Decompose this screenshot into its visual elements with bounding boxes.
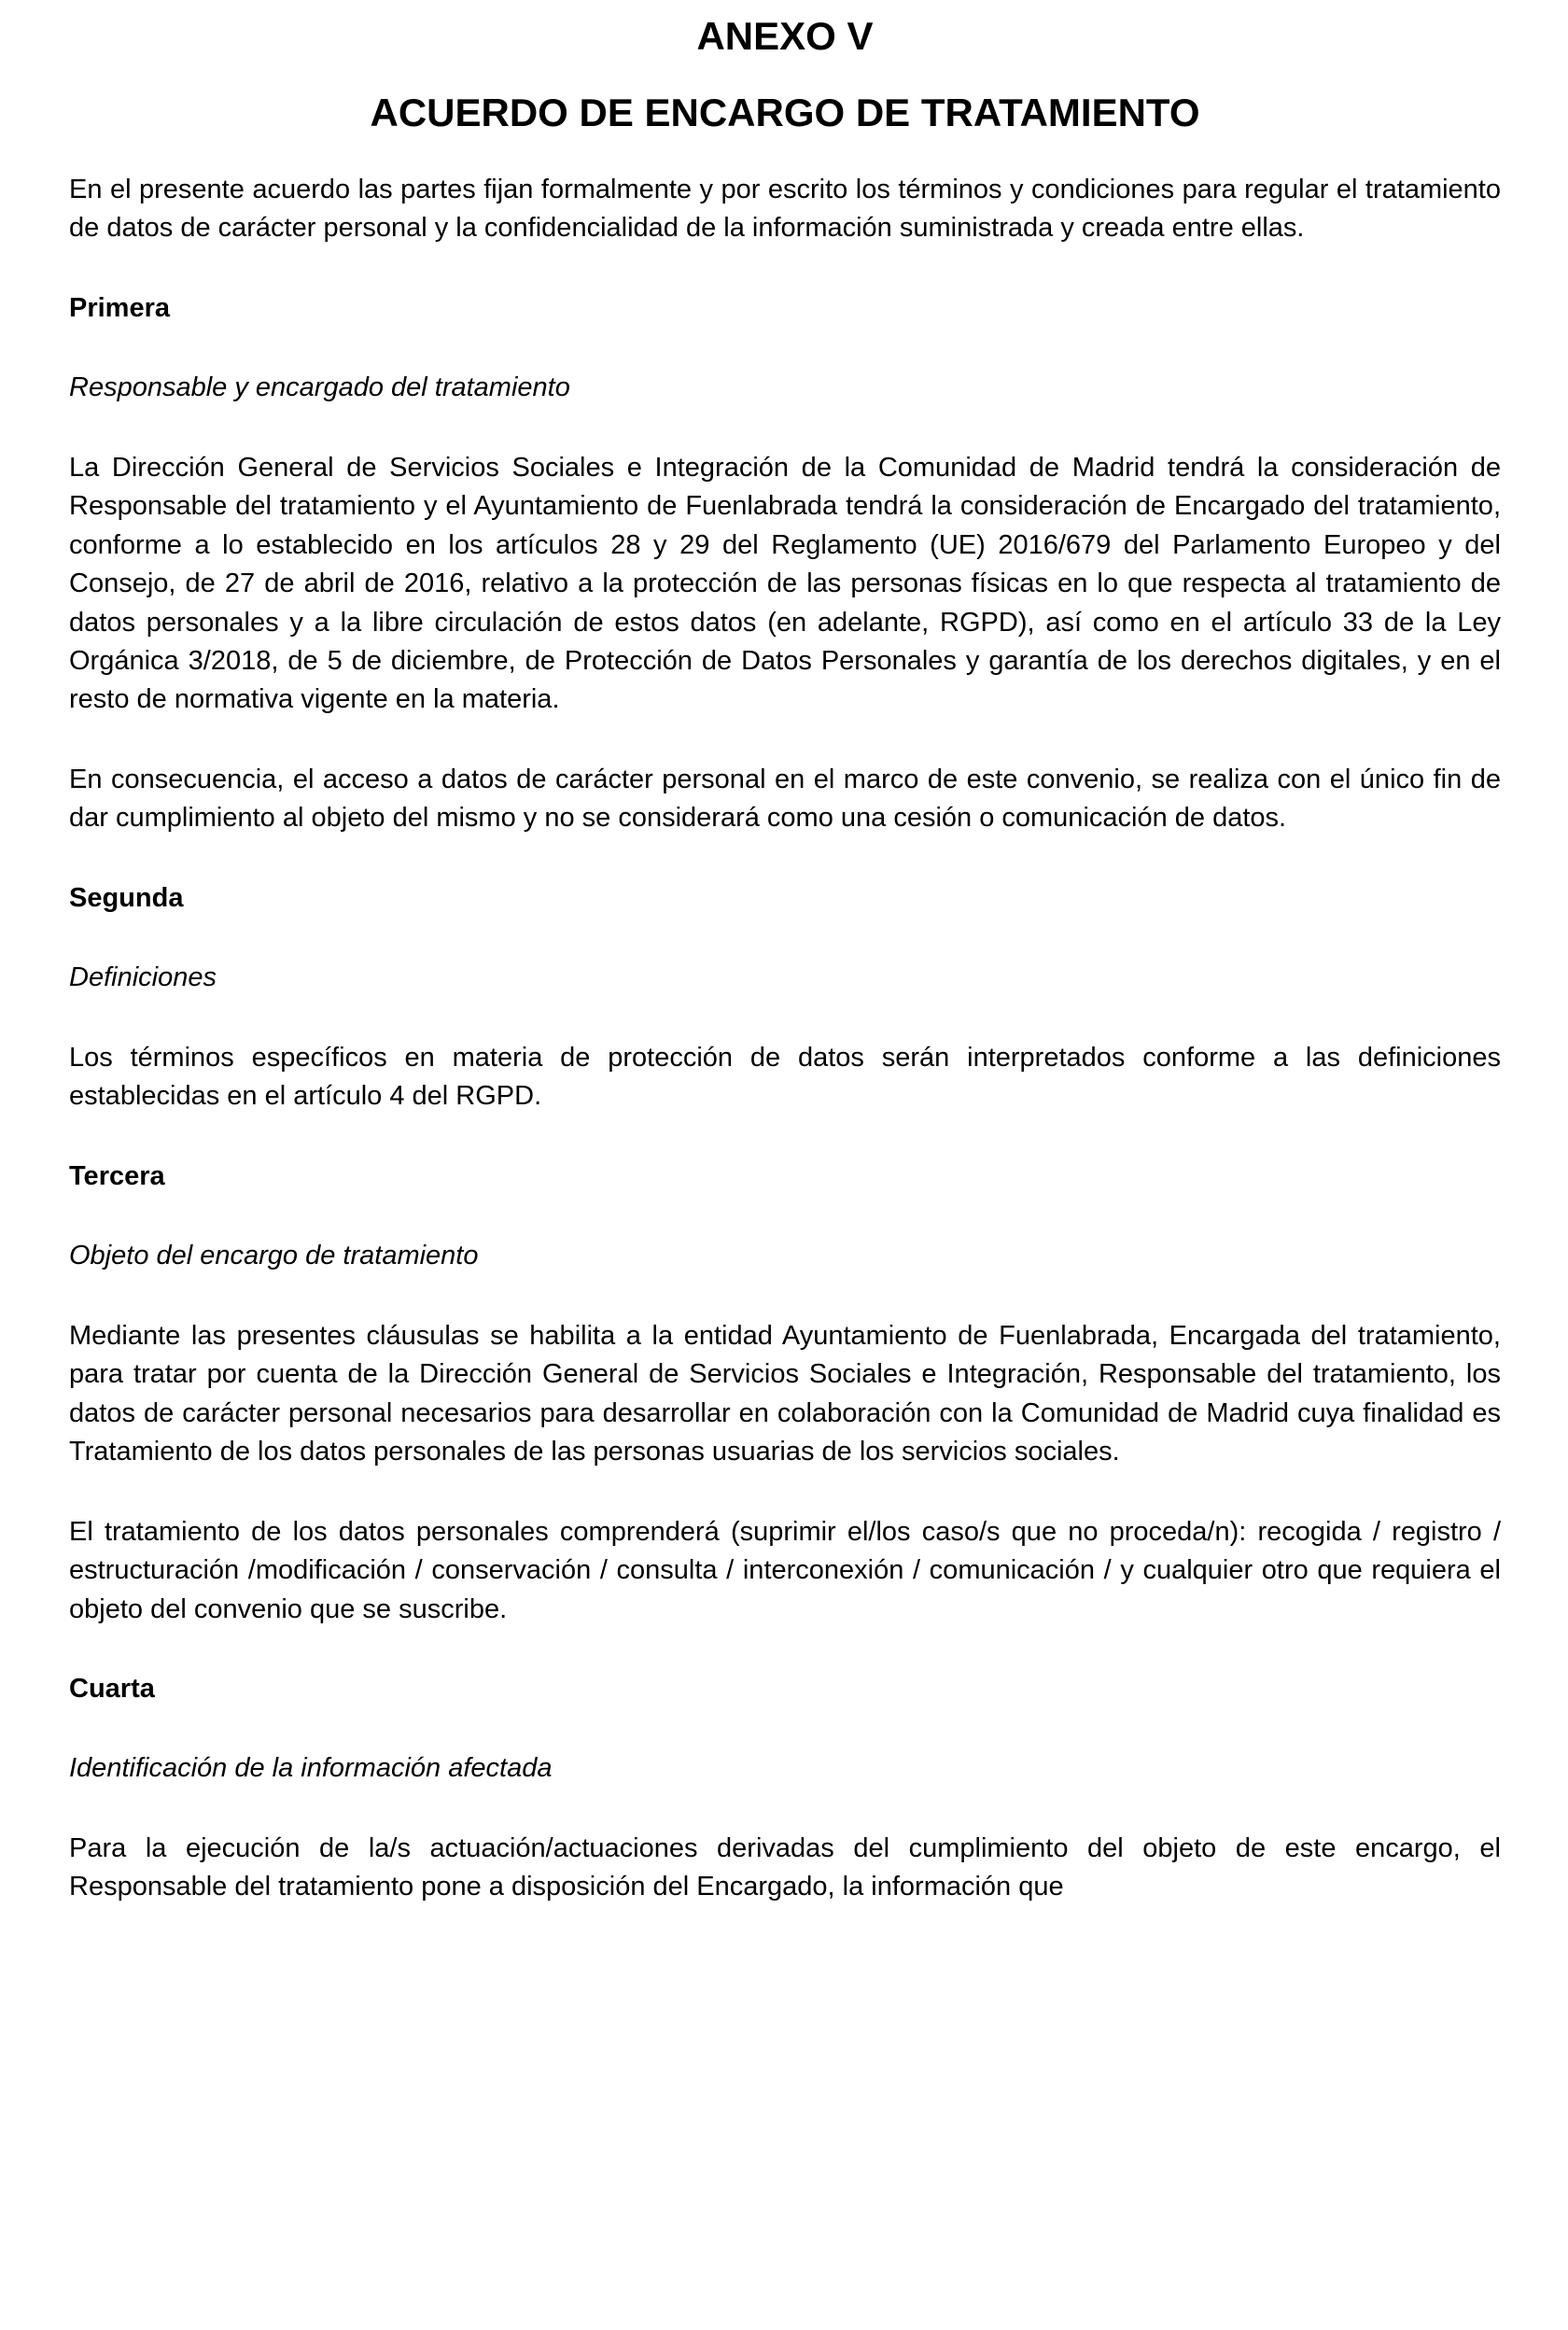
section-subheading-responsable-encargado: Responsable y encargado del tratamiento [69, 372, 570, 403]
section-subheading-identificacion-informacion: Identificación de la información afectada [69, 1753, 553, 1784]
paragraph-en-consecuencia: En consecuencia, el acceso a datos de carácter personal en el marco de este convenio, se realiza con el único fin de dar cumplimiento al objeto del mismo y no se considerará como una cesión o comunicación de datos. [69, 764, 1501, 834]
paragraph-intro: En el presente acuerdo las partes fijan formalmente y por escrito los términos y condiciones para regular el tratamiento de datos de carácter personal y la confidencialidad de la información suministrada y creada entre ellas. [69, 174, 1501, 244]
document-title: ANEXO V [696, 14, 874, 58]
section-subheading-objeto-encargo: Objeto del encargo de tratamiento [69, 1241, 479, 1271]
paragraph-definiciones: Los términos específicos en materia de protección de datos serán interpretados conforme a las definiciones establecidas en el artículo 4 del RGPD. [69, 1042, 1501, 1112]
section-heading-cuarta: Cuarta [69, 1673, 155, 1704]
paragraph-objeto-encargo: Mediante las presentes cláusulas se habilita a la entidad Ayuntamiento de Fuenlabrada, Encargada del tratamiento, para tratar por cuenta de la Dirección General de Servicios Sociales e Integración, Responsable del tratamiento, los datos de carácter personal necesarios para desarrollar en colaboración con la Comunidad de Madrid cuya finalidad es Tratamiento de los datos personales de las personas usuarias de los servicios sociales. [69, 1320, 1501, 1467]
paragraph-tratamiento-comprendera: El tratamiento de los datos personales comprenderá (suprimir el/los caso/s que no proceda/n): recogida / registro / estructuración /modificación / conservación / consulta / interconexión / comunicación / y cualquier otro que requiera el objeto del convenio que se suscribe. [69, 1516, 1501, 1624]
document-subtitle: ACUERDO DE ENCARGO DE TRATAMIENTO [370, 91, 1200, 135]
paragraph-responsable-encargado: La Dirección General de Servicios Sociales e Integración de la Comunidad de Madrid tendrá la consideración de Responsable del tratamiento y el Ayuntamiento de Fuenlabrada tendrá la consideración de Encargado del tratamiento, conforme a lo establecido en los artículos 28 y 29 del Reglamento (UE) 2016/679 del Parlamento Europeo y del Consejo, de 27 de abril de 2016, relativo a la protección de las personas físicas en lo que respecta al tratamiento de datos personales y a la libre circulación de estos datos (en adelante, RGPD), así como en el artículo 33 de la Ley Orgánica 3/2018, de 5 de diciembre, de Protección de Datos Personales y garantía de los derechos digitales, y en el resto de normativa vigente en la materia. [69, 452, 1501, 715]
section-heading-tercera: Tercera [69, 1160, 165, 1191]
section-heading-segunda: Segunda [69, 882, 184, 913]
paragraph-identificacion-informacion: Para la ejecución de la/s actuación/actuaciones derivadas del cumplimiento del objeto de este encargo, el Responsable del tratamiento pone a disposición del Encargado, la información que [69, 1832, 1501, 1902]
section-subheading-definiciones: Definiciones [69, 962, 217, 993]
section-heading-primera: Primera [69, 292, 171, 323]
